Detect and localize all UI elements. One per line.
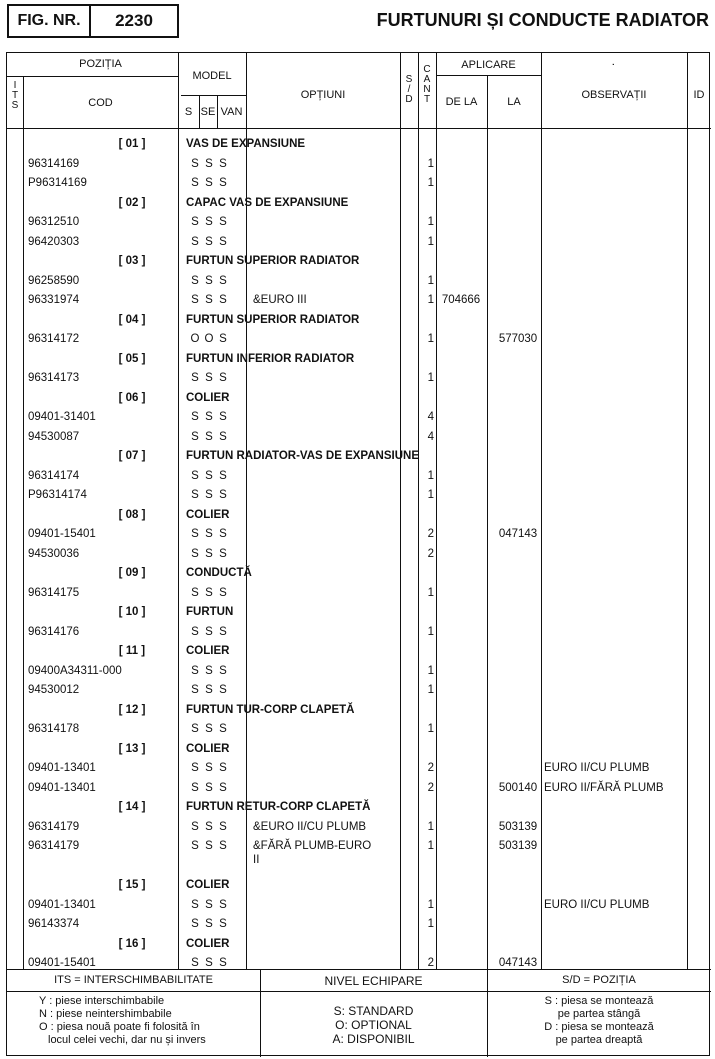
model-flag: S [205, 762, 213, 774]
model-flag: S [191, 781, 199, 794]
part-code: 96314176 [28, 625, 80, 638]
table-row [7, 213, 711, 233]
model-flag: S [219, 235, 227, 248]
model-flag: S [191, 820, 199, 833]
legend-header-line [7, 991, 711, 992]
model-flags [188, 545, 230, 565]
model-flag: S [219, 411, 227, 423]
model-flags [188, 525, 230, 545]
model-flags [188, 486, 230, 506]
model-flag: S [219, 918, 227, 930]
table-row [7, 233, 711, 253]
part-code: 96143374 [28, 918, 80, 930]
model-flag: S [219, 157, 227, 170]
model-flag: S [191, 528, 199, 540]
table-row [7, 525, 711, 545]
model-flags [188, 759, 230, 779]
model-flag: S [205, 177, 213, 189]
part-code: P96314169 [28, 177, 87, 189]
position-header-row [7, 603, 711, 623]
legend-line: A: DISPONIBIL [332, 1032, 415, 1046]
model-flags [188, 915, 230, 935]
legend-line: Y : piese interschimbabile [39, 995, 165, 1007]
quantity: 1 [427, 235, 434, 248]
header-model-s: S [184, 106, 193, 118]
header-its: I T S [11, 80, 19, 111]
table-row [7, 584, 711, 604]
model-flag: S [191, 664, 199, 677]
model-flag: S [219, 957, 227, 969]
figure-label: FIG. NR. [9, 6, 91, 36]
table-row [7, 759, 711, 779]
position-number: [ 03 ] [118, 255, 146, 267]
table-row [7, 837, 711, 866]
position-number: [ 16 ] [118, 937, 146, 950]
model-flag: S [205, 372, 213, 384]
model-flag: S [191, 372, 199, 384]
table-row [7, 720, 711, 740]
model-flag: S [219, 294, 227, 306]
model-flag: S [191, 294, 199, 306]
part-code: 96314175 [28, 586, 80, 599]
quantity: 1 [427, 625, 434, 638]
observation: EURO II/FĂRĂ PLUMB [544, 781, 664, 794]
hdr-line [7, 76, 178, 77]
model-flag: S [205, 469, 213, 482]
option-text-continued: II [253, 854, 260, 866]
model-flags [188, 272, 230, 292]
part-group-name: COLIER [186, 645, 230, 657]
quantity: 1 [427, 333, 434, 345]
table-row [7, 662, 711, 682]
legend-line: O: OPTIONAL [335, 1018, 412, 1032]
position-header-row [7, 740, 711, 760]
legend-sd-list [487, 995, 711, 1047]
model-flag: S [219, 177, 227, 189]
header-cant: C A N T [423, 64, 431, 105]
quantity: 2 [427, 762, 434, 774]
header-cod: COD [88, 97, 113, 109]
part-code: 96331974 [28, 294, 80, 306]
quantity: 4 [427, 430, 434, 443]
header-la: LA [507, 96, 521, 108]
model-flag: S [191, 918, 199, 930]
model-flag: S [205, 840, 213, 852]
legend-line: locul celei vechi, dar nu și invers [48, 1034, 206, 1046]
position-header-row [7, 506, 711, 526]
model-flags [188, 213, 230, 233]
part-group-name: FURTUN SUPERIOR RADIATOR [186, 313, 360, 326]
model-flag: S [205, 625, 213, 638]
part-code: 96314173 [28, 372, 80, 384]
part-code: 09401-31401 [28, 411, 96, 423]
model-flag: S [205, 820, 213, 833]
header-id: ID [693, 89, 705, 101]
model-flag: S [219, 372, 227, 384]
part-code: 94530012 [28, 684, 80, 696]
position-header-row [7, 876, 711, 896]
model-flags [188, 818, 230, 838]
position-number: [ 02 ] [118, 196, 146, 209]
position-header-row [7, 447, 711, 467]
quantity: 1 [427, 274, 434, 287]
position-number: [ 07 ] [118, 450, 146, 462]
model-flag: S [191, 625, 199, 638]
quantity: 1 [427, 820, 434, 833]
part-code: 96312510 [28, 216, 80, 228]
model-flag: S [219, 586, 227, 599]
part-code: P96314174 [28, 489, 87, 501]
model-flags [188, 681, 230, 701]
position-number: [ 09 ] [118, 567, 146, 579]
model-flag: S [191, 235, 199, 248]
model-flag: S [205, 528, 213, 540]
part-code: 96314179 [28, 840, 80, 852]
model-flag: S [219, 547, 227, 560]
model-flag: S [219, 664, 227, 677]
table-row [7, 369, 711, 389]
quantity: 1 [427, 157, 434, 170]
part-group-name: FURTUN [186, 606, 234, 618]
part-code: 96314174 [28, 469, 80, 482]
model-flags [188, 662, 230, 682]
model-flag: S [219, 898, 227, 911]
table-row [7, 330, 711, 350]
position-number: [ 13 ] [118, 742, 146, 755]
legend-line: pe partea stângă [557, 1008, 641, 1020]
quantity: 1 [427, 664, 434, 677]
table-row [7, 428, 711, 448]
quantity: 1 [427, 684, 434, 696]
quantity: 1 [427, 840, 434, 852]
model-flag: S [205, 157, 213, 170]
model-flag: S [219, 216, 227, 228]
part-code: 96314179 [28, 820, 80, 833]
model-flag: S [205, 547, 213, 560]
part-code: 09401-13401 [28, 898, 96, 911]
part-code: 96420303 [28, 235, 80, 248]
applicable-to: 500140 [498, 781, 538, 794]
part-group-name: FURTUN SUPERIOR RADIATOR [186, 255, 360, 267]
model-flag: S [219, 723, 227, 735]
model-flag: S [205, 664, 213, 677]
applicable-to: 503139 [498, 820, 538, 833]
model-flags [188, 954, 230, 974]
legend-line: S: STANDARD [333, 1004, 414, 1018]
header-model-se: SE [200, 106, 216, 118]
position-header-row [7, 311, 711, 331]
quantity: 1 [427, 216, 434, 228]
legend-its-list [39, 995, 206, 1047]
table-row [7, 272, 711, 292]
header-pozitia: POZIȚIA [79, 58, 122, 70]
part-group-name: CAPAC VAS DE EXPANSIUNE [186, 196, 349, 209]
model-flag: S [205, 430, 213, 443]
part-group-name: COLIER [186, 508, 230, 521]
quantity: 1 [427, 898, 434, 911]
position-header-row [7, 135, 711, 155]
table-row [7, 174, 711, 194]
part-group-name: FURTUN RETUR-CORP CLAPETĂ [186, 801, 371, 813]
model-flag: S [205, 957, 213, 969]
legend-nivel-list [260, 1004, 487, 1046]
table-row [7, 818, 711, 838]
model-flags [188, 369, 230, 389]
model-flag: S [205, 411, 213, 423]
legend-sd-title: S/D = POZIȚIA [562, 974, 636, 986]
model-flag: S [219, 469, 227, 482]
model-flag: S [219, 333, 227, 345]
part-code: 96258590 [28, 274, 80, 287]
model-flags [188, 837, 230, 857]
model-flag: S [191, 157, 199, 170]
legend-top-line [7, 969, 711, 970]
position-header-row [7, 564, 711, 584]
quantity: 4 [427, 411, 434, 423]
position-number: [ 05 ] [118, 352, 146, 365]
model-flags [188, 330, 230, 350]
model-flags [188, 428, 230, 448]
page-title: FURTUNURI ȘI CONDUCTE RADIATOR [376, 10, 709, 30]
quantity: 1 [427, 489, 434, 501]
position-header-row [7, 701, 711, 721]
part-group-name: CONDUCTĂ [186, 567, 252, 579]
header-model-van: VAN [220, 106, 243, 118]
part-code: 94530036 [28, 547, 80, 560]
hdr-bottom-line [7, 128, 711, 129]
part-group-name: FURTUN RADIATOR-VAS DE EXPANSIUNE [186, 450, 419, 462]
model-flags [188, 233, 230, 253]
table-row [7, 954, 711, 974]
model-flags [188, 779, 230, 799]
position-number: [ 15 ] [118, 879, 146, 891]
model-flag: S [191, 684, 199, 696]
part-code: 09401-13401 [28, 781, 96, 794]
applicable-to: 047143 [498, 528, 538, 540]
hdr-line [436, 75, 541, 76]
quantity: 2 [427, 781, 434, 794]
model-flag: S [191, 469, 199, 482]
table-row [7, 467, 711, 487]
table-row [7, 545, 711, 565]
model-flags [188, 291, 230, 311]
option-text: &FĂRĂ PLUMB-EURO [253, 840, 372, 852]
model-flag: S [205, 898, 213, 911]
quantity: 1 [427, 372, 434, 384]
model-flag: S [205, 294, 213, 306]
model-flag: S [191, 411, 199, 423]
model-flag: S [219, 489, 227, 501]
part-code: 09400A34311-000 [28, 664, 122, 677]
model-flags [188, 155, 230, 175]
model-flag: S [205, 918, 213, 930]
position-header-row [7, 389, 711, 409]
quantity: 2 [427, 957, 434, 969]
legend-line: O : piesa nouă poate fi folosită în [39, 1021, 200, 1033]
model-flags [188, 174, 230, 194]
model-flag: S [219, 625, 227, 638]
part-group-name: VAS DE EXPANSIUNE [186, 138, 306, 150]
model-flag: S [219, 430, 227, 443]
position-number: [ 04 ] [118, 313, 146, 326]
model-flag: S [191, 957, 199, 969]
table-row [7, 779, 711, 799]
quantity: 2 [427, 547, 434, 560]
model-flag: S [191, 216, 199, 228]
model-flag: S [191, 430, 199, 443]
model-flag: S [191, 586, 199, 599]
option-text: &EURO III [253, 294, 307, 306]
part-code: 09401-15401 [28, 957, 96, 969]
header-observatii: OBSERVAȚII [581, 89, 647, 101]
model-flag: S [205, 489, 213, 501]
model-flag: S [191, 547, 199, 560]
part-code: 96314169 [28, 157, 80, 170]
model-flag: S [219, 528, 227, 540]
table-row [7, 155, 711, 175]
table-row [7, 486, 711, 506]
model-flag: S [205, 235, 213, 248]
part-group-name: FURTUN INFERIOR RADIATOR [186, 352, 355, 365]
table-row [7, 915, 711, 935]
legend-its-title: ITS = INTERSCHIMBABILITATE [54, 974, 213, 986]
model-flags [188, 623, 230, 643]
legend-line: N : piese neintershimbabile [39, 1008, 172, 1020]
part-code: 09401-15401 [28, 528, 96, 540]
header-optiuni: OPȚIUNI [300, 89, 346, 101]
header-aplicare: APLICARE [461, 59, 516, 71]
hdr-line [181, 95, 246, 96]
observation: EURO II/CU PLUMB [544, 762, 650, 774]
model-flag: S [219, 840, 227, 852]
table-row [7, 681, 711, 701]
model-flags [188, 584, 230, 604]
header-model: MODEL [192, 70, 232, 82]
quantity: 1 [427, 469, 434, 482]
model-flag: S [219, 820, 227, 833]
model-flag: S [191, 489, 199, 501]
quantity: 1 [427, 586, 434, 599]
part-group-name: COLIER [186, 937, 230, 950]
model-flag: S [191, 840, 199, 852]
part-group-name: COLIER [186, 391, 230, 404]
position-number: [ 08 ] [118, 508, 146, 521]
applicable-to: 503139 [498, 840, 538, 852]
part-group-name: COLIER [186, 879, 230, 891]
position-header-row [7, 642, 711, 662]
model-flag: S [205, 274, 213, 287]
part-group-name: FURTUN TUR-CORP CLAPETĂ [186, 703, 355, 716]
legend-nivel-title: NIVEL ECHIPARE [324, 974, 423, 988]
part-code: 96314178 [28, 723, 80, 735]
figure-number-box [7, 4, 179, 38]
model-flag: S [205, 781, 213, 794]
position-header-row [7, 798, 711, 818]
header-tick: ˙ [611, 61, 617, 77]
model-flag: S [205, 586, 213, 599]
position-number: [ 14 ] [118, 801, 146, 813]
part-code: 09401-13401 [28, 762, 96, 774]
header-dela: DE LA [445, 96, 478, 108]
quantity: 1 [427, 177, 434, 189]
model-flag: S [219, 762, 227, 774]
position-header-row [7, 935, 711, 955]
applicable-from: 704666 [441, 294, 481, 306]
position-number: [ 01 ] [118, 138, 146, 150]
parts-table [6, 52, 710, 1056]
legend-line: S : piesa se montează [544, 995, 654, 1007]
legend-line: D : piesa se montează [544, 1021, 654, 1033]
observation: EURO II/CU PLUMB [544, 898, 650, 911]
position-number: [ 06 ] [118, 391, 146, 404]
model-flags [188, 896, 230, 916]
quantity: 2 [427, 528, 434, 540]
figure-number: 2230 [115, 11, 153, 30]
option-text: &EURO II/CU PLUMB [253, 820, 367, 833]
position-header-row [7, 350, 711, 370]
table-row [7, 291, 711, 311]
model-flags [188, 467, 230, 487]
part-code: 96314172 [28, 333, 80, 345]
model-flag: S [191, 723, 199, 735]
model-flag: S [191, 898, 199, 911]
model-flag: S [205, 216, 213, 228]
model-flags [188, 408, 230, 428]
position-header-row [7, 194, 711, 214]
position-number: [ 12 ] [118, 703, 146, 716]
position-header-row [7, 252, 711, 272]
model-flag: O [190, 333, 200, 345]
quantity: 1 [427, 723, 434, 735]
header-sd: S / D [405, 74, 413, 105]
model-flag: S [219, 684, 227, 696]
model-flag: O [204, 333, 214, 345]
applicable-to: 047143 [498, 957, 538, 969]
model-flag: S [205, 723, 213, 735]
model-flag: S [219, 274, 227, 287]
legend-line: pe partea dreaptă [555, 1034, 643, 1046]
model-flag: S [219, 781, 227, 794]
applicable-to: 577030 [498, 333, 538, 345]
model-flag: S [191, 274, 199, 287]
part-code: 94530087 [28, 430, 80, 443]
position-number: [ 11 ] [118, 645, 146, 657]
model-flags [188, 720, 230, 740]
model-flag: S [205, 684, 213, 696]
part-group-name: COLIER [186, 742, 230, 755]
table-row [7, 896, 711, 916]
position-number: [ 10 ] [118, 606, 146, 618]
quantity: 1 [427, 294, 434, 306]
quantity: 1 [427, 918, 434, 930]
model-flag: S [191, 762, 199, 774]
table-row [7, 408, 711, 428]
model-flag: S [191, 177, 199, 189]
table-row [7, 623, 711, 643]
